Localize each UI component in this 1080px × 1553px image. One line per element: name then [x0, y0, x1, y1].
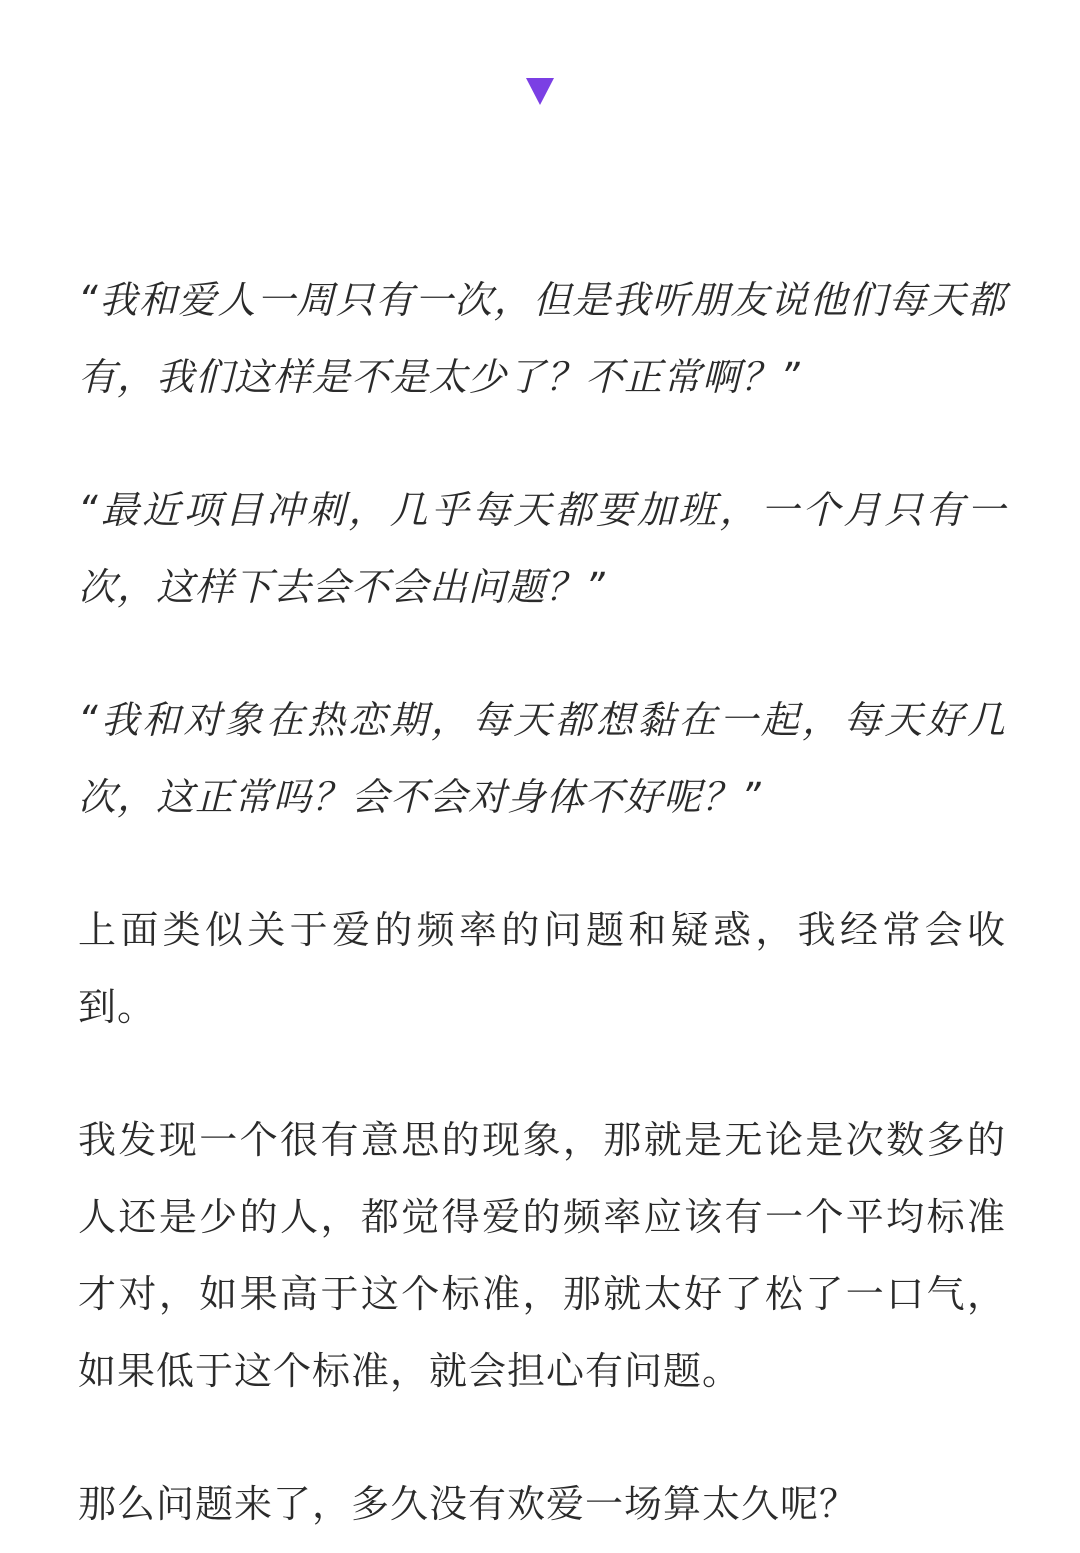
triangle-down-icon — [526, 78, 554, 105]
quote-paragraph: “最近项目冲刺，几乎每天都要加班，一个月只有一次，这样下去会不会出问题？” — [78, 488, 1006, 609]
body-paragraph: 那么问题来了，多久没有欢爱一场算太久呢？ — [78, 1482, 859, 1526]
body-paragraph: 我发现一个很有意思的现象，那就是无论是次数多的人还是少的人，都觉得爱的频率应该有一个平均标准才对，如果高于这个标准，那就太好了松了一口气，如果低于这个标准，就会担心有问题。 — [78, 1118, 1006, 1393]
body-paragraph: 上面类似关于爱的频率的问题和疑惑，我经常会收到。 — [78, 908, 1006, 1029]
quote-paragraph: “我和爱人一周只有一次，但是我听朋友说他们每天都有，我们这样是不是太少了？不正常啊？” — [78, 278, 1006, 399]
quote-paragraph: “我和对象在热恋期，每天都想黏在一起，每天好几次，这正常吗？会不会对身体不好呢？” — [78, 698, 1006, 819]
article-body — [78, 262, 1006, 1543]
